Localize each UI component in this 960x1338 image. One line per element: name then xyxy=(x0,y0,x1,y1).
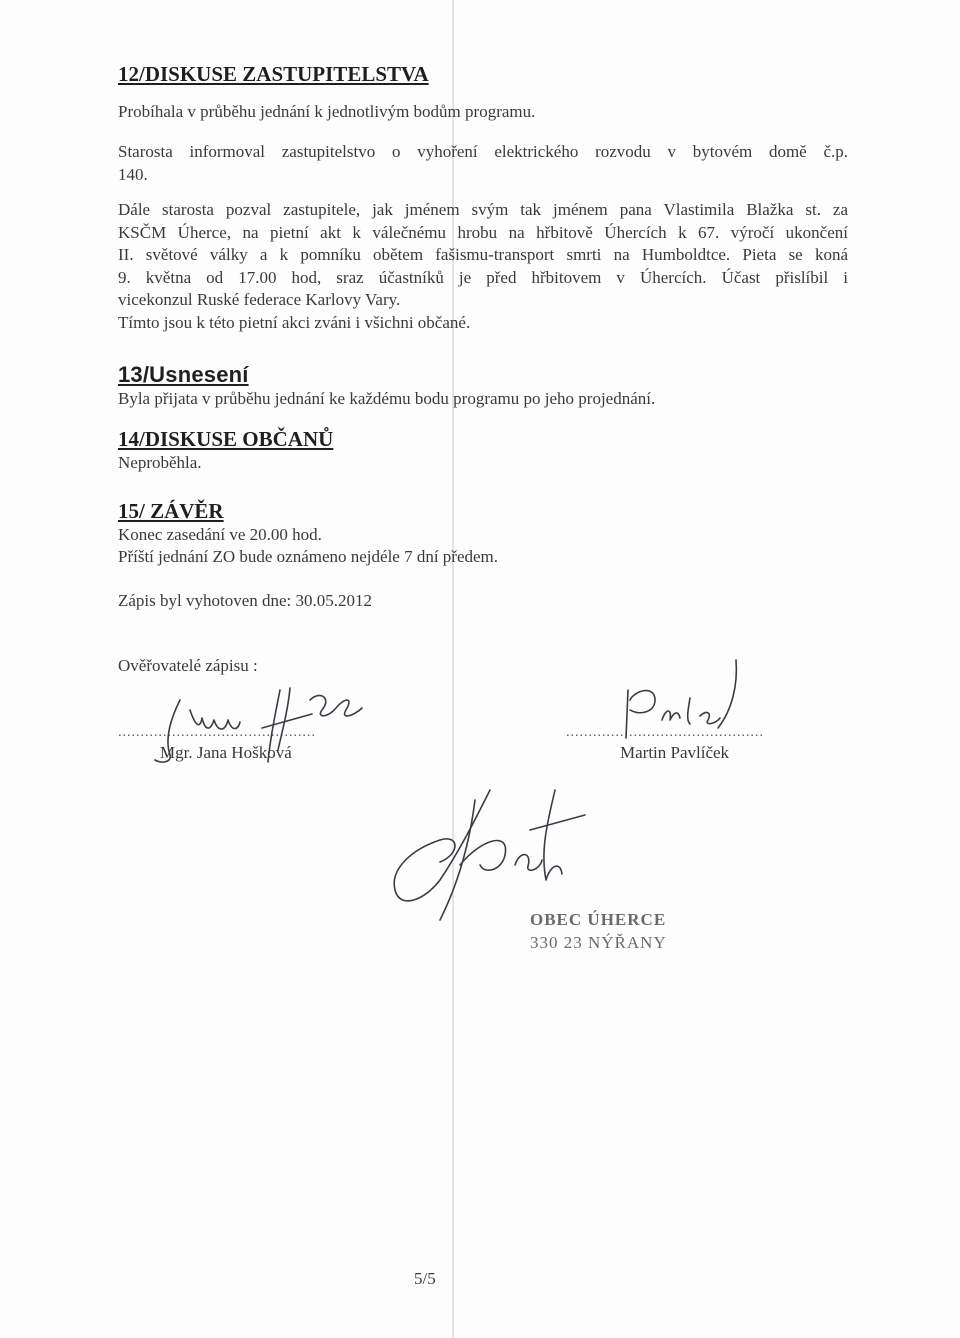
signature-line-2: ............................................ xyxy=(566,725,764,740)
section-12-para2-line2: 140. xyxy=(118,164,148,184)
section-15-heading: 15/ ZÁVĚR xyxy=(118,499,224,523)
section-15-line1: Konec zasedání ve 20.00 hod. xyxy=(118,525,322,544)
section-13-text: Byla přijata v průběhu jednání ke každému bodu programu po jeho projednání. xyxy=(118,389,656,408)
verifier-1-name: Mgr. Jana Hošková xyxy=(160,743,292,762)
para3-line: 9. května od 17.00 hod, sraz účastníků je před hřbitovem v Úhercích. Účast přislíbil i xyxy=(118,267,848,287)
stamp-line-2: 330 23 NÝŘANY xyxy=(530,933,667,952)
section-15-line2: Příští jednání ZO bude oznámeno nejdéle 7 dní předem. xyxy=(118,547,499,566)
section-12-para4: Tímto jsou k této pietní akci zváni i všichni občané. xyxy=(118,312,471,332)
section-12-para2-line1: Starosta informoval zastupitelstvo o vyhoření elektrického rozvodu v bytovém domě č.p. xyxy=(118,142,848,161)
signature-2-image xyxy=(600,650,770,750)
section-13-heading: 13/Usnesení xyxy=(118,362,249,387)
mayor-signature-image xyxy=(380,770,600,930)
para3-line: Dále starosta pozval zastupitele, jak jménem svým tak jménem pana Vlastimila Blažka st. za xyxy=(118,200,848,219)
para3-line: II. světové války a k pomníku obětem fašismu-transport smrti na Humboldtce. Pieta se koná xyxy=(118,245,848,264)
section-12-heading: 12/DISKUSE ZASTUPITELSTVA xyxy=(118,62,429,86)
signature-1-image xyxy=(140,670,380,770)
section-14-text: Neproběhla. xyxy=(118,453,202,472)
para3-line: vicekonzul Ruské federace Karlovy Vary. xyxy=(118,290,401,309)
section-12-para2 xyxy=(118,141,848,186)
section-12-para3 xyxy=(118,199,848,334)
section-14-heading: 14/DISKUSE OBČANŮ xyxy=(118,427,334,451)
signature-line-1: ............................................ xyxy=(118,725,316,740)
section-12-para1: Probíhala v průběhu jednání k jednotlivým bodům programu. xyxy=(118,102,536,121)
stamp-line-1: OBEC ÚHERCE xyxy=(530,910,667,929)
page-number: 5/5 xyxy=(414,1269,436,1288)
verifiers-label: Ověřovatelé zápisu : xyxy=(118,656,258,675)
record-date: Zápis byl vyhotoven dne: 30.05.2012 xyxy=(118,591,373,610)
para3-line: KSČM Úherce, na pietní akt k válečnému hrobu na hřbitově Úhercích k 67. výročí ukončení xyxy=(118,222,848,242)
verifier-2-name: Martin Pavlíček xyxy=(620,743,730,762)
